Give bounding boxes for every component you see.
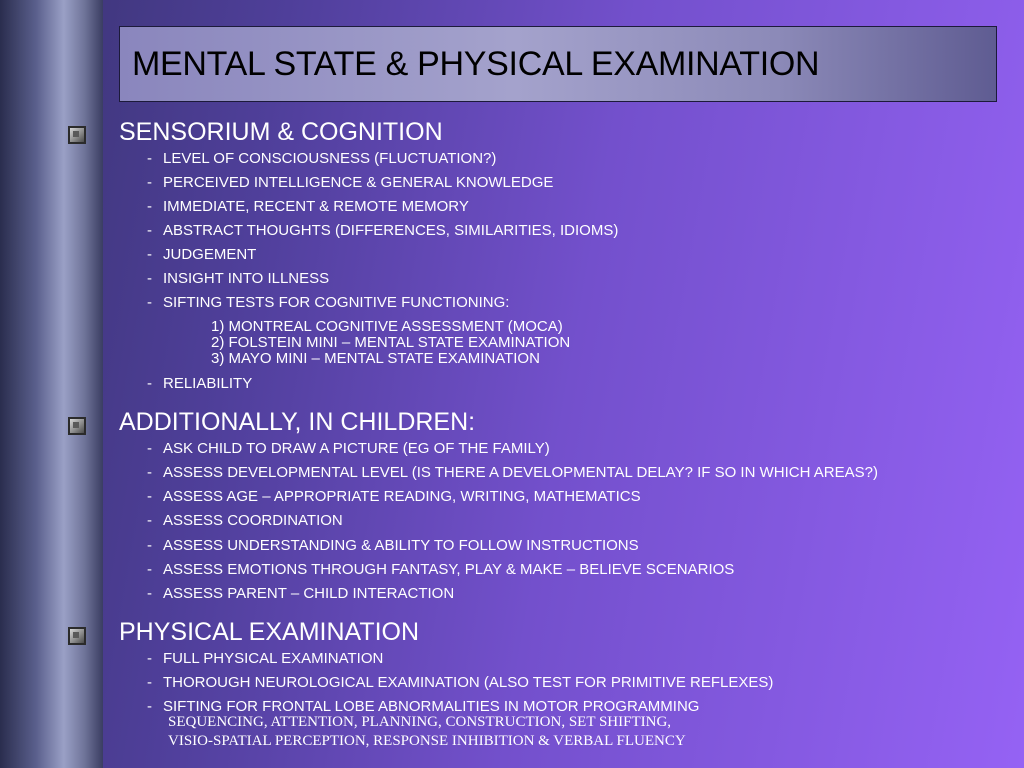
list-item: - RELIABILITY — [147, 375, 253, 392]
list-item: - ASSESS AGE – APPROPRIATE READING, WRITING, MATHEMATICS — [147, 488, 641, 505]
section-bullet-icon — [68, 417, 86, 435]
section-heading-sensorium: SENSORIUM & COGNITION — [119, 118, 443, 146]
list-item: - INSIGHT INTO ILLNESS — [147, 270, 330, 287]
list-item: - ABSTRACT THOUGHTS (DIFFERENCES, SIMILARITIES, IDIOMS) — [147, 222, 619, 239]
sub-list-item: 2) FOLSTEIN MINI – MENTAL STATE EXAMINATION — [211, 334, 571, 351]
list-item: - JUDGEMENT — [147, 246, 257, 263]
left-decorative-bar — [0, 0, 103, 768]
list-item: - ASSESS EMOTIONS THROUGH FANTASY, PLAY & MAKE – BELIEVE SCENARIOS — [147, 561, 735, 578]
sub-list-item: 3) MAYO MINI – MENTAL STATE EXAMINATION — [211, 350, 540, 367]
list-item: - SIFTING FOR FRONTAL LOBE ABNORMALITIES IN MOTOR PROGRAMMING — [147, 698, 700, 715]
section-heading-children: ADDITIONALLY, IN CHILDREN: — [119, 408, 476, 436]
detail-line: SEQUENCING, ATTENTION, PLANNING, CONSTRUCTION, SET SHIFTING, — [168, 714, 672, 730]
list-item: - THOROUGH NEUROLOGICAL EXAMINATION (ALSO TEST FOR PRIMITIVE REFLEXES) — [147, 674, 774, 691]
section-bullet-icon — [68, 126, 86, 144]
list-item: - IMMEDIATE, RECENT & REMOTE MEMORY — [147, 198, 469, 215]
list-item: - ASSESS DEVELOPMENTAL LEVEL (IS THERE A DEVELOPMENTAL DELAY? IF SO IN WHICH AREAS?) — [147, 464, 878, 481]
list-item: - FULL PHYSICAL EXAMINATION — [147, 650, 384, 667]
list-item: - PERCEIVED INTELLIGENCE & GENERAL KNOWLEDGE — [147, 174, 554, 191]
list-item: - LEVEL OF CONSCIOUSNESS (FLUCTUATION?) — [147, 150, 497, 167]
list-item: - SIFTING TESTS FOR COGNITIVE FUNCTIONING: — [147, 294, 510, 311]
section-bullet-icon — [68, 627, 86, 645]
detail-line: VISIO-SPATIAL PERCEPTION, RESPONSE INHIBITION & VERBAL FLUENCY — [168, 733, 686, 749]
list-item: - ASSESS COORDINATION — [147, 512, 343, 529]
list-item: - ASSESS PARENT – CHILD INTERACTION — [147, 585, 455, 602]
list-item: - ASK CHILD TO DRAW A PICTURE (EG OF THE FAMILY) — [147, 440, 550, 457]
section-heading-physical: PHYSICAL EXAMINATION — [119, 618, 420, 646]
title-box — [119, 26, 997, 102]
sub-list-item: 1) MONTREAL COGNITIVE ASSESSMENT (MOCA) — [211, 318, 563, 335]
list-item: - ASSESS UNDERSTANDING & ABILITY TO FOLLOW INSTRUCTIONS — [147, 537, 639, 554]
slide-title: MENTAL STATE & PHYSICAL EXAMINATION — [132, 45, 820, 83]
